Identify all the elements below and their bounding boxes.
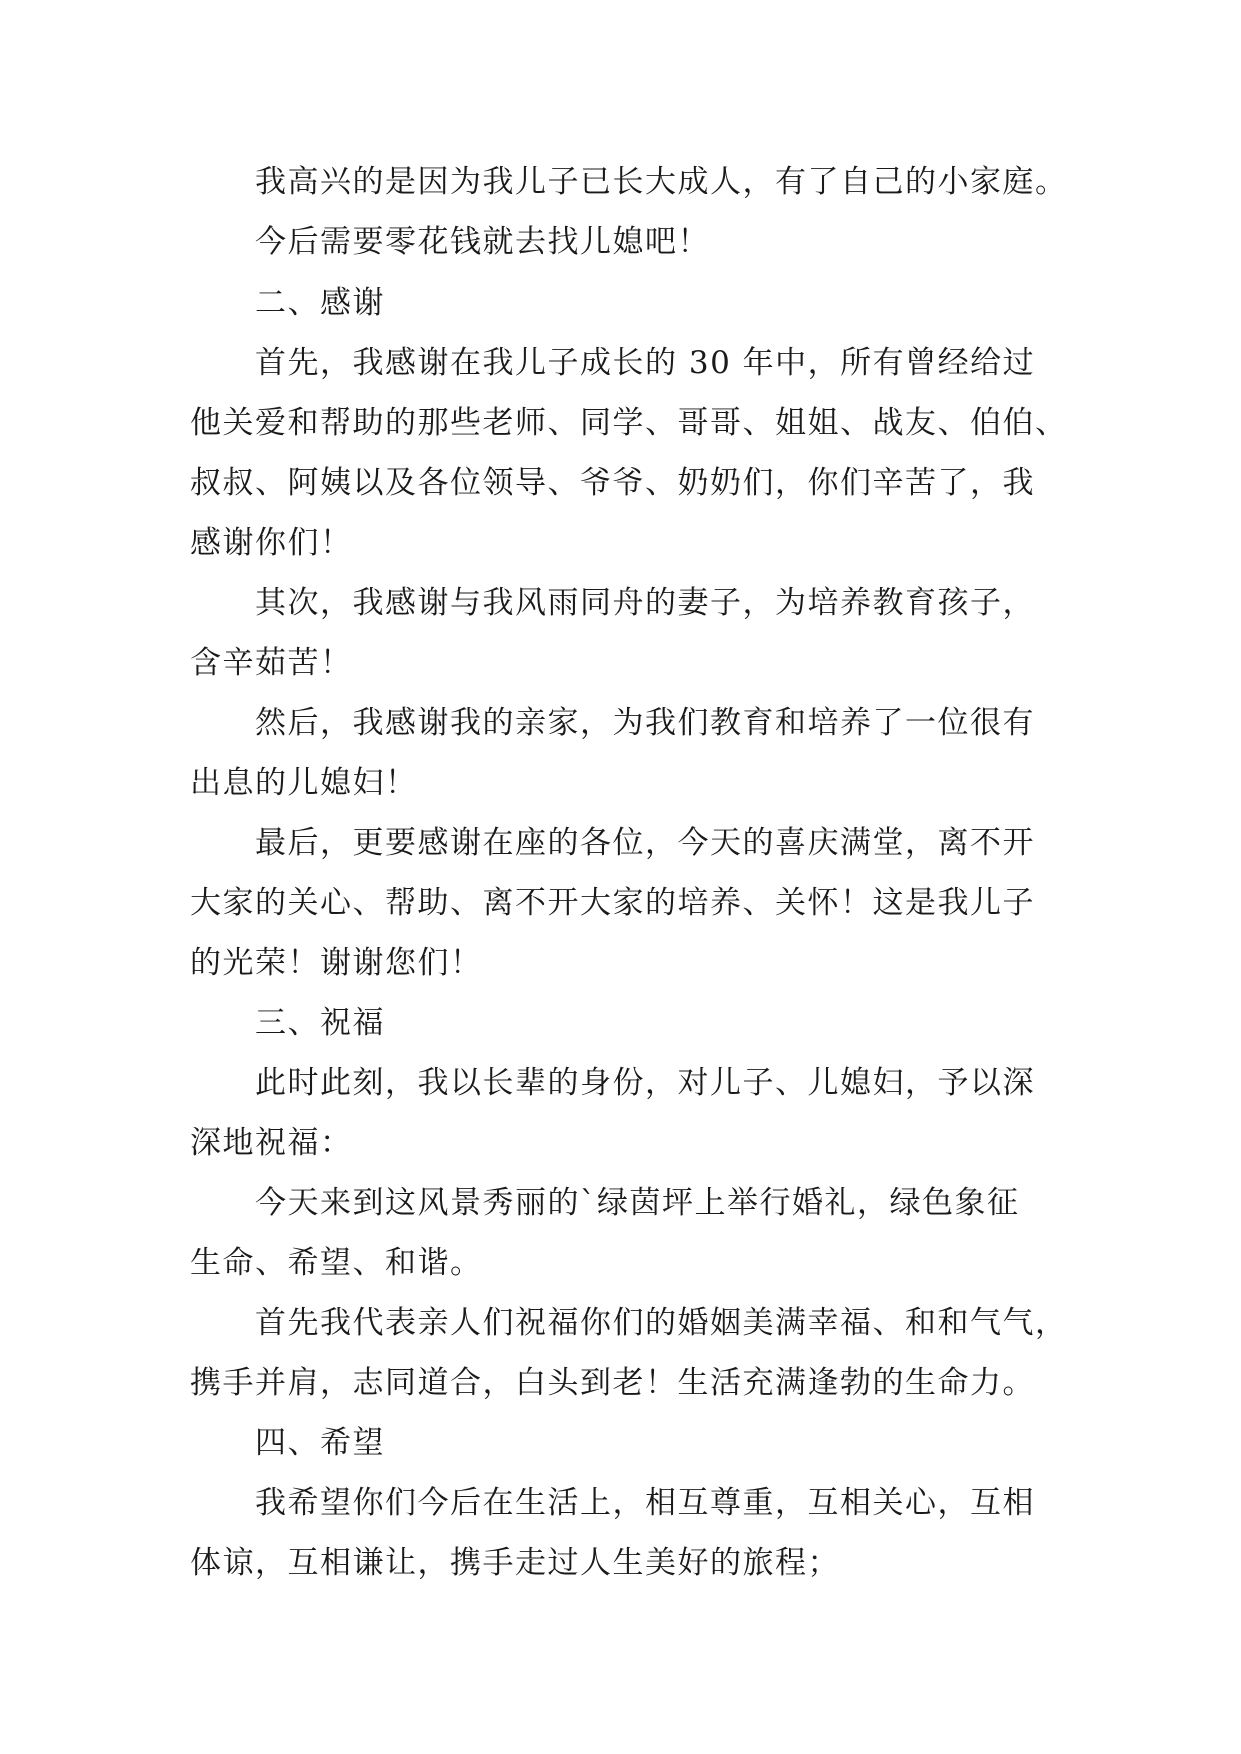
text-line: 含辛茹苦！ [190, 645, 353, 681]
text-line: 生命、希望、和谐。 [190, 1245, 483, 1281]
text-line: 此时此刻，我以长辈的身份，对儿子、儿媳妇，予以深 [255, 1065, 1035, 1101]
text-line: 感谢你们！ [190, 525, 353, 561]
text-line: 体谅，互相谦让，携手走过人生美好的旅程； [190, 1545, 840, 1581]
section-heading-hope: 四、希望 [255, 1425, 385, 1461]
text-line: 今后需要零花钱就去找儿媳吧！ [255, 224, 710, 260]
text-line: 出息的儿媳妇！ [190, 765, 418, 801]
text-line: 我高兴的是因为我儿子已长大成人，有了自己的小家庭。 [255, 164, 1068, 200]
section-heading-blessing: 三、祝福 [255, 1005, 385, 1041]
text-line: 首先我代表亲人们祝福你们的婚姻美满幸福、和和气气， [255, 1305, 1068, 1341]
text-line: 他关爱和帮助的那些老师、同学、哥哥、姐姐、战友、伯伯、 [190, 405, 1068, 441]
text-line: 大家的关心、帮助、离不开大家的培养、关怀！这是我儿子 [190, 885, 1035, 921]
text-line: 深地祝福： [190, 1125, 353, 1161]
text-line: 的光荣！谢谢您们！ [190, 945, 483, 981]
text-line: 然后，我感谢我的亲家，为我们教育和培养了一位很有 [255, 705, 1035, 741]
text-line: 叔叔、阿姨以及各位领导、爷爷、奶奶们，你们辛苦了，我 [190, 465, 1035, 501]
text-line: 我希望你们今后在生活上，相互尊重，互相关心，互相 [255, 1485, 1035, 1521]
text-line: 其次，我感谢与我风雨同舟的妻子，为培养教育孩子， [255, 585, 1035, 621]
text-line: 首先，我感谢在我儿子成长的 30 年中，所有曾经给过 [255, 345, 1036, 381]
section-heading-thanks: 二、感谢 [255, 285, 385, 321]
text-line: 最后，更要感谢在座的各位，今天的喜庆满堂，离不开 [255, 825, 1035, 861]
text-line: 携手并肩，志同道合，白头到老！生活充满逢勃的生命力。 [190, 1365, 1035, 1401]
text-line: 今天来到这风景秀丽的`绿茵坪上举行婚礼，绿色象征 [255, 1185, 1020, 1221]
